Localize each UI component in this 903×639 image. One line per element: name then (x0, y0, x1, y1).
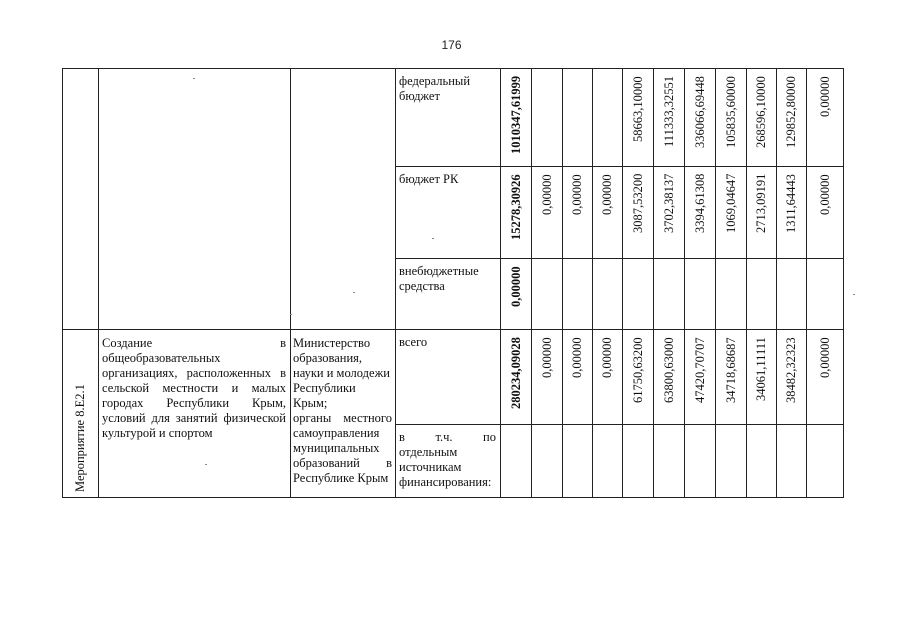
column-divider (653, 68, 654, 498)
value-cell: 2713,09191 (754, 173, 768, 233)
value-cell: 0,00000 (818, 337, 832, 378)
executor-line: образований в (293, 456, 392, 470)
column-divider (98, 68, 99, 498)
column-divider (531, 68, 532, 498)
measure-name-line: сельской местности и малых (102, 381, 286, 395)
funding-source-label: бюджет РК (399, 172, 459, 186)
measure-name-line: Создание в (102, 336, 286, 350)
measure-code: Мероприятие 8.Е2.1 (73, 384, 87, 492)
row-divider (395, 424, 844, 425)
value-cell: 3394,61308 (692, 173, 707, 233)
column-divider (776, 68, 777, 498)
row-total: 280234,09028 (508, 337, 523, 409)
column-divider (622, 68, 623, 498)
funding-source-label: всего (399, 335, 428, 349)
scan-speck (193, 78, 195, 79)
column-divider (500, 68, 501, 498)
value-cell: 47420,70707 (692, 337, 707, 403)
value-cell: 38482,32323 (784, 337, 798, 403)
value-cell: 0,00000 (818, 76, 832, 117)
executor-line: Крым; (293, 396, 328, 410)
row-divider (395, 166, 844, 167)
value-cell: 0,00000 (600, 174, 614, 215)
column-divider (684, 68, 685, 498)
value-cell: 0,00000 (818, 174, 832, 215)
value-cell: 0,00000 (570, 337, 584, 378)
scan-speck (353, 292, 355, 293)
value-cell: 0,00000 (600, 337, 614, 378)
value-cell: 105835,60000 (723, 76, 738, 148)
scan-speck (432, 238, 434, 239)
scan-speck (853, 294, 855, 295)
value-cell: 336066,69448 (692, 76, 707, 148)
row-divider (62, 329, 844, 330)
page-number: 176 (441, 38, 462, 52)
executor-line: науки и молодежи (293, 366, 390, 380)
measure-name-line: городах Республики Крым, (102, 396, 286, 410)
value-cell: 0,00000 (539, 337, 554, 378)
value-cell: 34061,11111 (754, 337, 768, 401)
scan-speck (290, 314, 292, 315)
column-divider (592, 68, 593, 498)
column-divider (806, 68, 807, 498)
row-total: 1010347,61999 (508, 75, 523, 154)
value-cell: 0,00000 (539, 174, 554, 215)
value-cell: 3087,53200 (630, 173, 645, 233)
executor-line: Министерство (293, 336, 371, 350)
measure-name-line: культурой и спортом (102, 426, 213, 440)
measure-name-line: общеобразовательных (102, 351, 221, 365)
scan-speck (205, 464, 207, 465)
executor-line: органы местного (293, 411, 392, 425)
column-divider (395, 68, 396, 498)
value-cell: 3702,38137 (661, 173, 676, 233)
value-cell: 0,00000 (570, 174, 584, 215)
value-cell: 129852,80000 (784, 76, 798, 148)
column-divider (562, 68, 563, 498)
column-divider (715, 68, 716, 498)
value-cell: 268596,10000 (754, 76, 768, 148)
measure-name-line: условий для занятий физической (102, 411, 286, 425)
value-cell: 1069,04647 (723, 173, 738, 233)
value-cell: 111333,32551 (661, 76, 676, 147)
value-cell: 58663,10000 (630, 76, 645, 142)
value-cell: 61750,63200 (630, 337, 645, 403)
funding-source-label: федеральный бюджет (399, 74, 471, 103)
value-cell: 34718,68687 (723, 337, 738, 403)
executor-line: муниципальных (293, 441, 380, 455)
executor-line: Республики (293, 381, 356, 395)
funding-source-label: в т.ч. по отдельным источникам финансирования: (399, 430, 496, 489)
row-total: 15278,30926 (508, 174, 523, 240)
value-cell: 63800,63000 (661, 337, 676, 403)
measure-name-line: организациях, расположенных в (102, 366, 286, 380)
value-cell: 1311,64443 (784, 174, 798, 233)
column-divider (290, 68, 291, 498)
row-divider (395, 258, 844, 259)
executor-line: Республике Крым (293, 471, 389, 485)
executor-line: образования, (293, 351, 363, 365)
executor-line: самоуправления (293, 426, 380, 440)
row-total: 0,00000 (508, 266, 523, 307)
column-divider (746, 68, 747, 498)
funding-source-label: внебюджетные средства (399, 264, 479, 293)
